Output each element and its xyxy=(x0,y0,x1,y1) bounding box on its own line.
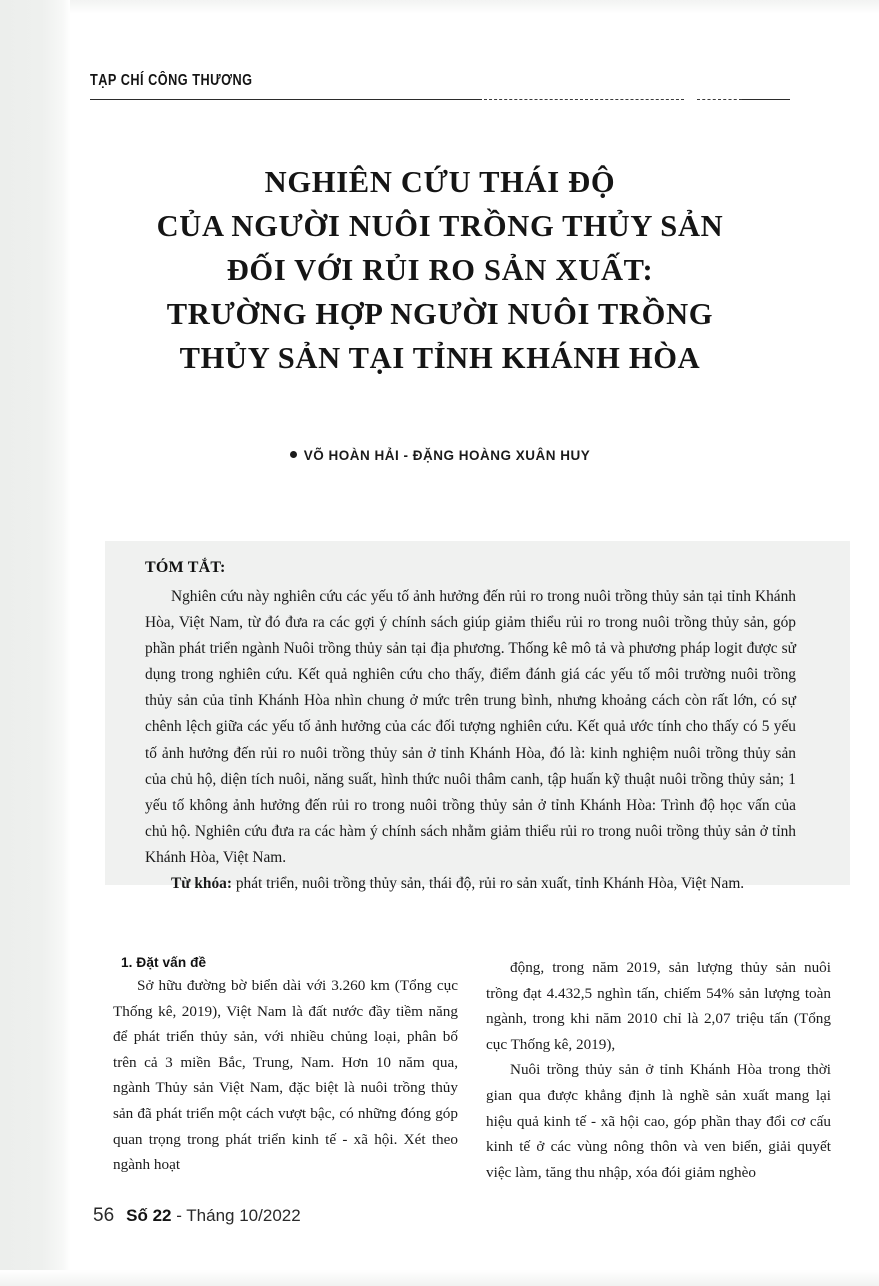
article-title xyxy=(95,160,785,380)
keywords-line xyxy=(145,871,796,897)
body-column-left xyxy=(113,955,458,1178)
title-line-4: TRƯỜNG HỢP NGƯỜI NUÔI TRỒNG xyxy=(166,297,714,331)
body-columns xyxy=(113,955,848,1180)
author-names: VÕ HOÀN HẢI - ĐẶNG HOÀNG XUÂN HUY xyxy=(303,448,591,463)
body-paragraph-left: Sở hữu đường bờ biển dài với 3.260 km (Tổng cục Thống kê, 2019), Việt Nam là đất nước đầy tiềm năng để phát triển thủy sản, với nhiều chủng loại, phân bố trên cả 3 miền Bắc, Trung, Nam. Hơn 10 năm qua, ngành Thủy sản Việt Nam, đặc biệt là nuôi trồng thủy sản đã phát triển một cách vượt bậc, có những đóng góp quan trọng trong phát triển kinh tế - xã hội. Xét theo ngành hoạt xyxy=(113,977,458,1174)
abstract-heading: TÓM TẮT: xyxy=(145,559,226,576)
header-rule xyxy=(90,99,790,101)
page-number: 56 xyxy=(93,1205,115,1226)
header-rule-solid-left xyxy=(90,99,482,100)
abstract-body: Nghiên cứu này nghiên cứu các yếu tố ảnh hưởng đến rủi ro trong nuôi trồng thủy sản tại tỉnh Khánh Hòa, Việt Nam, từ đó đưa ra các gợi ý chính sách giúp giảm thiểu rủi ro trong nuôi trồng thủy sản, góp phần phát triển ngành Nuôi trồng thủy sản tại địa phương. Thống kê mô tả và phương pháp logit được sử dụng trong nghiên cứu. Kết quả nghiên cứu cho thấy, điểm đánh giá các yếu tố môi trường nuôi trồng thủy sản của tỉnh Khánh Hòa nhìn chung ở mức trên trung bình, nhưng khoảng cách còn rất lớn, có sự chênh lệch giữa các yếu tố ảnh hưởng của các đối tượng nghiên cứu. Kết quả ước tính cho thấy có 5 yếu tố ảnh hưởng đến rủi ro nuôi trồng thủy sản ở tỉnh Khánh Hòa, đó là: kinh nghiệm nuôi trồng thủy sản của chủ hộ, diện tích nuôi, năng suất, hình thức nuôi thâm canh, tập huấn kỹ thuật nuôi trồng thủy sản; 1 yếu tố không ảnh hưởng đến rủi ro trong nuôi trồng thủy sản ở tỉnh Khánh Hòa: Trình độ học vấn của chủ hộ. Nghiên cứu đưa ra các hàm ý chính sách nhằm giảm thiểu rủi ro trong nuôi trồng thủy sản ở tỉnh Khánh Hòa, Việt Nam. xyxy=(145,588,796,866)
header-rule-dashed-short xyxy=(697,99,742,100)
title-line-5: THỦY SẢN TẠI TỈNH KHÁNH HÒA xyxy=(179,341,701,375)
body-paragraph-right-1: động, trong năm 2019, sản lượng thủy sản nuôi trồng đạt 4.432,5 nghìn tấn, chiếm 54% sản lượng toàn ngành, trong khi năm 2010 chỉ là 2,07 triệu tấn (Tổng cục Thống kê, 2019), xyxy=(486,959,831,1053)
issue-number: Số 22 xyxy=(126,1206,172,1225)
keywords-text: phát triển, nuôi trồng thủy sản, thái độ, rủi ro sản xuất, tỉnh Khánh Hòa, Việt Nam. xyxy=(231,875,745,893)
title-line-1: NGHIÊN CỨU THÁI ĐỘ xyxy=(264,165,616,199)
scan-edge-top xyxy=(0,0,879,14)
abstract-box xyxy=(105,541,850,893)
header-rule-solid-right xyxy=(742,99,790,100)
section-heading-1: 1. Đặt vấn đề xyxy=(121,955,207,970)
title-line-3: ĐỐI VỚI RỦI RO SẢN XUẤT: xyxy=(226,253,654,287)
header-rule-dashed-mid xyxy=(484,99,684,100)
title-line-2: CỦA NGƯỜI NUÔI TRỒNG THỦY SẢN xyxy=(156,209,724,243)
body-column-right xyxy=(486,955,831,1185)
keywords-label: Từ khóa: xyxy=(171,875,232,893)
author-line xyxy=(95,448,785,463)
scan-edge-left xyxy=(0,0,70,1286)
issue-date: - Tháng 10/2022 xyxy=(171,1206,301,1225)
journal-masthead: TẠP CHÍ CÔNG THƯƠNG xyxy=(90,72,253,89)
scan-edge-bottom xyxy=(0,1270,879,1286)
bullet-icon xyxy=(290,451,297,458)
body-paragraph-right-2: Nuôi trồng thủy sản ở tỉnh Khánh Hòa trong thời gian qua được khẳng định là nghề sản xuất mang lại hiệu quả kinh tế - xã hội cao, góp phần thay đổi cơ cấu kinh tế ở các vùng nông thôn và ven biển, giải quyết việc làm, tăng thu nhập, xóa đói giảm nghèo xyxy=(486,1061,831,1181)
page-footer xyxy=(93,1205,301,1227)
